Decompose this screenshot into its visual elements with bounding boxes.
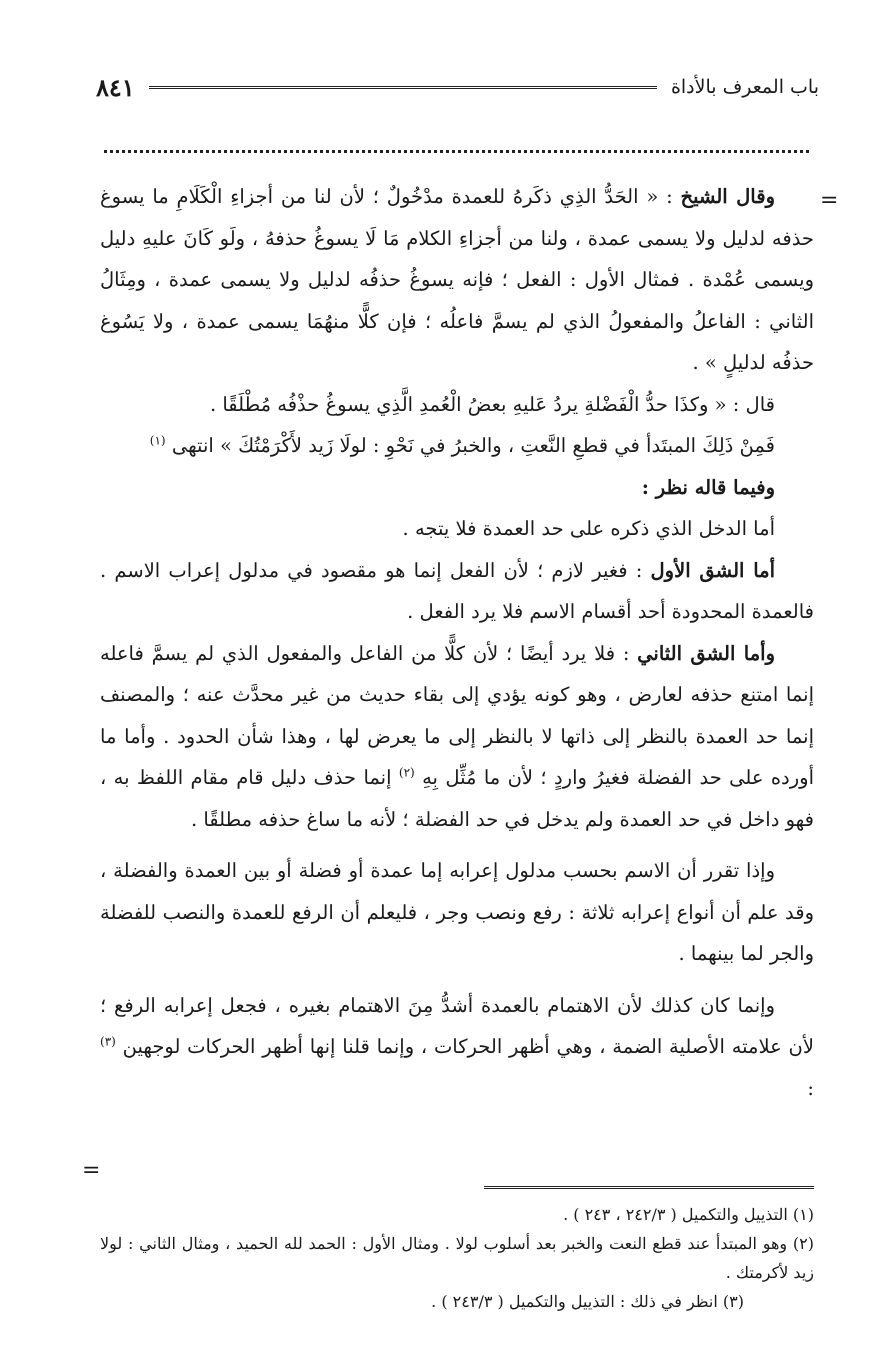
continuation-mark-top: = [820,188,839,213]
paragraph-4 [100,467,814,509]
paragraph-text: قال : « وكذَا حدُّ الْفَضْلةِ يردُ عَليهِ بعضُ الْعُمدِ الَّذِي يسوغُ حذْفُه مُطْلَقًا . [209,392,775,416]
chapter-title: باب المعرف بالأداة [670,76,819,98]
dotted-separator [104,150,809,153]
paragraph-8 [100,850,814,975]
paragraph-text: : [807,1076,814,1100]
footnote-ref: (٣) [100,1034,116,1049]
paragraph-text: أما الدخل الذي ذكره على حد العمدة فلا يتجه . [402,517,775,540]
footnote-2: (٢) وهو المبتدأ عند قطع النعت والخبر بعد أسلوب لولا . ومثال الأول : الحمد لله الحميد ، ومثال الثاني : لولا زيد لأكرمتك . [100,1234,815,1282]
main-text [100,176,814,1109]
paragraph-text: : فغير لازم ؛ لأن الفعل إنما هو مقصود في مدلول إعراب الاسم . فالعمدة المحدودة أحد أقسام الاسم فلا يرد الفعل . [100,558,814,623]
paragraph-1 [100,176,814,384]
paragraph-lead: وأما الشق الثاني [637,641,775,665]
paragraph-text: وإنما كان كذلك لأن الاهتمام بالعمدة أشدُّ مِنَ الاهتمام بغيره ، فجعل إعرابه الرفع ؛ لأن علامته الأصلية الضمة ، وهي أظهر الحركات ، وإنما قلنا إنها أظهر الحركات لوجهين [100,993,814,1058]
header-rule [149,86,657,89]
running-header [96,70,819,104]
paragraph-9 [100,985,814,1110]
continuation-mark-bottom: = [82,1158,101,1183]
paragraph-6 [100,550,814,633]
paragraph-text: إنما حذف دليل قام مقام اللفظ به ، فهو داخل في حد العمدة ولم يدخل في حد الفضلة ؛ لأنه ما ساغ حذفه مطلقًا . [100,766,814,831]
paragraph-text: وإذا تقرر أن الاسم بحسب مدلول إعرابه إما عمدة أو فضلة أو بين العمدة والفضلة ، وقد علم أن أنواع إعرابه ثلاثة : رفع ونصب وجر ، فليعلم أن الرفع للعمدة والنصب للفضلة والجر لما بينهما . [100,859,814,965]
paragraph-5 [100,508,814,550]
paragraph-lead: وفيما قاله نظر : [641,475,775,499]
footnotes [100,1200,814,1316]
paragraph-lead: وقال الشيخ [680,185,775,208]
paragraph-text: : فلا يرد أيضًا ؛ لأن كلًّا من الفاعل والمفعول الذي لم يسمَّ فاعله إنما امتنع حذفه لعارض ، وهو كونه يؤدي إلى بقاء حديث من غير محدَّث عنه ؛ والمصنف إنما حد العمدة بالنظر إلى ذاتها لا بالنظر إلى ما يعرض لها ، وهذا شأن الحدود . وأما ما أورده على حد الفضلة فغيرُ واردٍ ؛ لأن ما مُثِّل بِهِ [100,641,814,789]
footnote-1: (١) التذييل والتكميل ( ٢٤٢/٣ ، ٢٤٣ ) . [563,1205,814,1224]
paragraph-3 [100,425,814,467]
footnote-rule [484,1186,814,1189]
page-number: ٨٤١ [96,72,135,102]
footnote-ref: (١) [149,433,166,448]
paragraph-7 [100,633,814,841]
footnote-3: (٣) انظر في ذلك : التذييل والتكميل ( ٢٤٣/٣ ) . [431,1292,744,1311]
footnote-ref: (٢) [398,765,415,780]
paragraph-text: فَمِنْ ذَلِكَ المبتَدأ في قطعِ النَّعتِ ، والخبرُ في نَحْوِ : لولَا زَيد لأَكْرَمْتُكَ » انتهى [171,434,775,457]
paragraph-text: : « الحَدُّ الذِي ذكَرهُ للعمدة مدْخُولٌ ؛ لأن لنا من أجزاءِ الْكَلَامِ ما يسوغ حذفه لدليل ولا يسمى عمدة ، ولنا من أجزاءِ الكلام مَا لَا يسوغُ حذفهُ ، ولَو كَانَ عليهِ دليل ويسمى عُمْدة . فمثال الأول : الفعل ؛ فإنه يسوغُ حذفُه لدليل ولا يسمى عمدة ، ومِثَالُ الثاني : الفاعلُ والمفعولُ الذي لم يسمَّ فاعلُه ؛ فإن كلًّا منهُمَا يسمى عمدة ، ولا يَسُوغ حذفُه لدليلٍ » . [100,185,814,374]
paragraph-2 [100,384,814,426]
paragraph-lead: أما الشق الأول [650,558,775,582]
